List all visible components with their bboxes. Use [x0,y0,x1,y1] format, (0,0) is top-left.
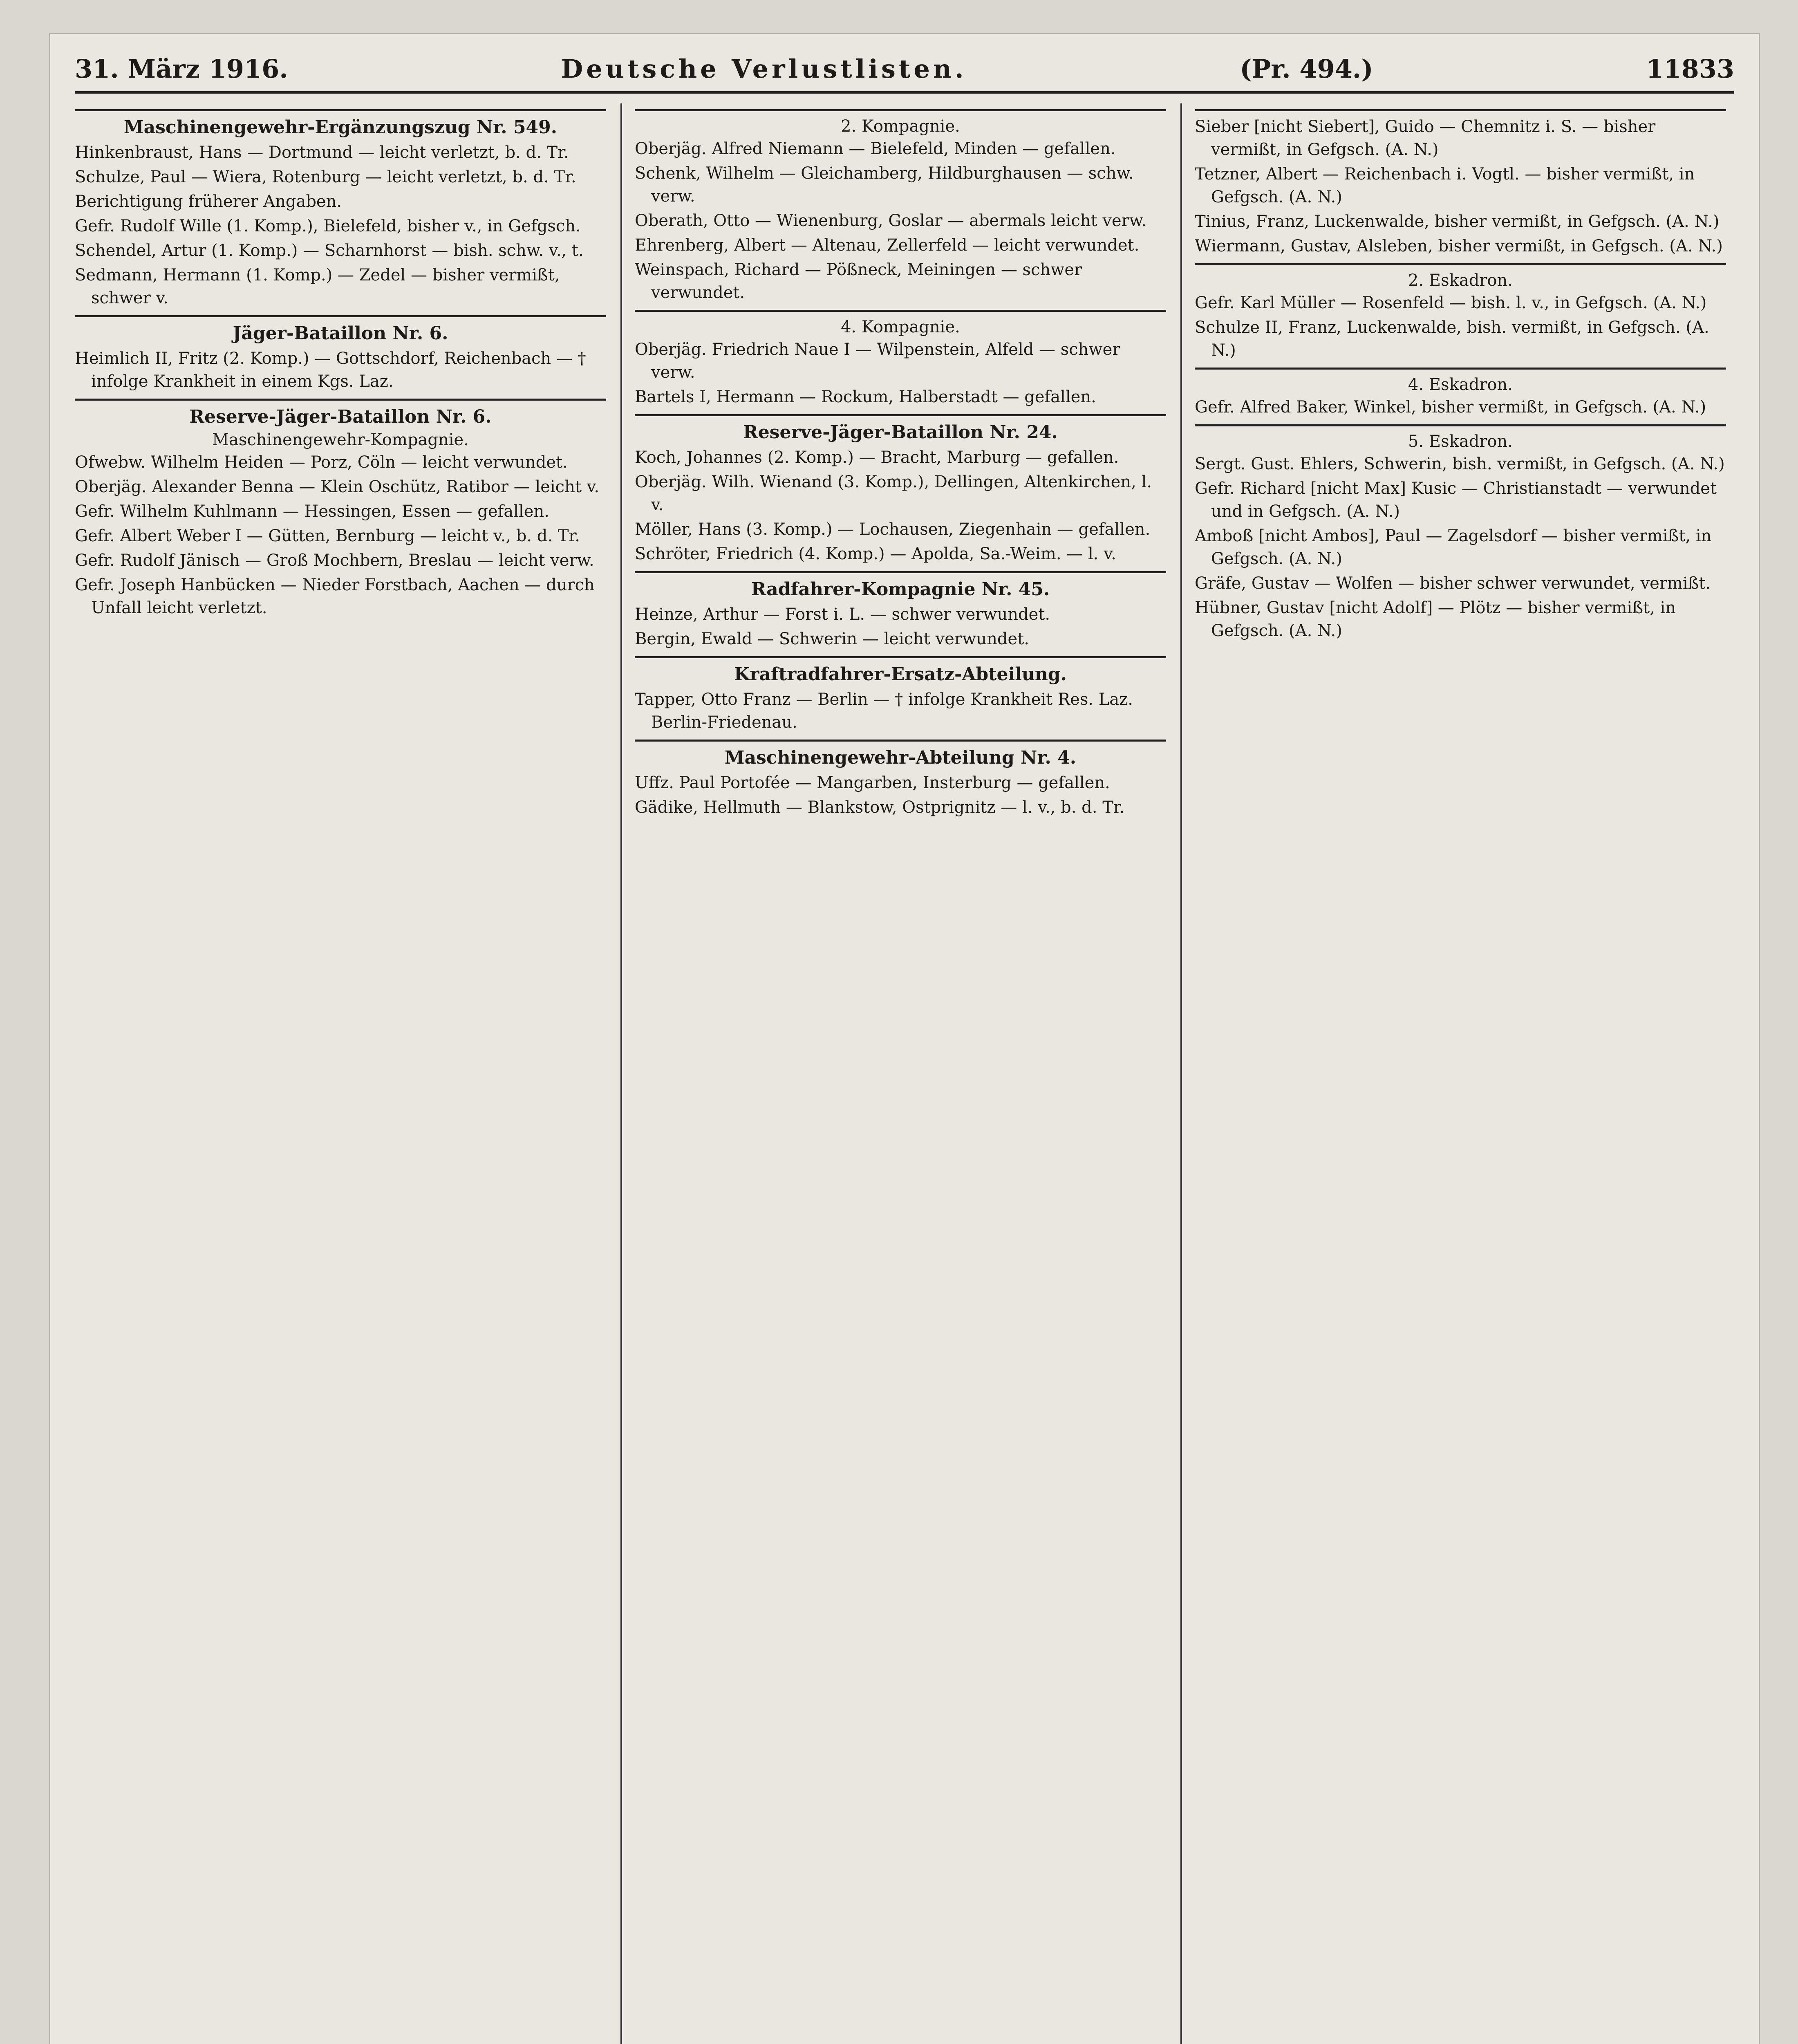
casualty-entry: Gefr. Rudolf Jänisch — Groß Mochbern, Breslau — leicht verw. [75,551,594,570]
casualty-entry: Weinspach, Richard — Pößneck, Meiningen — schwer verwundet. [635,260,1082,302]
casualty-entry: Sieber [nicht Siebert], Guido — Chemnitz i. S. — bisher vermißt, in Gefgsch. (A. N.) [1195,117,1656,159]
unit-heading: Jäger-Bataillon Nr. 6. [233,323,448,344]
casualty-entry: Schulze, Paul — Wiera, Rotenburg — leicht verletzt, b. d. Tr. [75,168,576,186]
unit-heading: Maschinengewehr-Ergänzungszug Nr. 549. [123,117,558,138]
casualty-entry: Uffz. Paul Portofée — Mangarben, Insterburg — gefallen. [635,773,1110,792]
unit-heading: Reserve-Jäger-Bataillon Nr. 6. [189,406,492,427]
subunit-heading: 4. Eskadron. [1408,375,1513,394]
column-left [75,103,606,2044]
unit-section [1195,109,1726,258]
casualty-entry: Schenk, Wilhelm — Gleichamberg, Hildburghausen — schw. verw. [635,164,1134,206]
header-title: Deutsche Verlustlisten. [561,54,967,84]
unit-section [635,310,1166,408]
header-page-number: 11833 [1646,54,1734,84]
unit-section [635,571,1166,650]
casualty-entry: Amboß [nicht Ambos], Paul — Zagelsdorf — bisher vermißt, in Gefgsch. (A. N.) [1195,527,1712,568]
casualty-entry: Oberjäg. Wilh. Wienand (3. Komp.), Dellingen, Altenkirchen, l. v. [635,473,1152,514]
casualty-entry: Gädike, Hellmuth — Blankstow, Ostprignitz — l. v., b. d. Tr. [635,798,1125,817]
unit-section [635,109,1166,304]
casualty-entry: Oberath, Otto — Wienenburg, Goslar — abermals leicht verw. [635,211,1146,230]
unit-section [75,315,606,393]
casualty-entry: Möller, Hans (3. Komp.) — Lochausen, Ziegenhain — gefallen. [635,520,1151,539]
unit-section [635,656,1166,734]
casualty-entry: Tapper, Otto Franz — Berlin — † infolge Krankheit Res. Laz. Berlin-Friedenau. [635,690,1133,732]
column-rule [1180,103,1182,2044]
casualty-entry: Gefr. Rudolf Wille (1. Komp.), Bielefeld, bisher v., in Gefgsch. [75,217,581,235]
subunit-heading: 2. Eskadron. [1408,271,1513,290]
casualty-entry: Wiermann, Gustav, Alsleben, bisher vermißt, in Gefgsch. (A. N.) [1195,237,1723,256]
unit-heading: Maschinengewehr-Abteilung Nr. 4. [724,747,1077,768]
casualty-entry: Schendel, Artur (1. Komp.) — Scharnhorst — bish. schw. v., t. [75,241,584,260]
casualty-entry: Sedmann, Hermann (1. Komp.) — Zedel — bisher vermißt, schwer v. [75,266,560,307]
casualty-entry: Ehrenberg, Albert — Altenau, Zellerfeld — leicht verwundet. [635,236,1140,255]
unit-section [635,740,1166,819]
casualty-entry: Gefr. Wilhelm Kuhlmann — Hessingen, Essen — gefallen. [75,502,549,521]
unit-section [75,399,606,619]
casualty-entry: Hübner, Gustav [nicht Adolf] — Plötz — bisher vermißt, in Gefgsch. (A. N.) [1195,598,1676,640]
casualty-entry: Heimlich II, Fritz (2. Komp.) — Gottschdorf, Reichenbach — † infolge Krankheit in einem Kgs. Laz. [75,349,586,391]
casualty-entry: Oberjäg. Alfred Niemann — Bielefeld, Minden — gefallen. [635,139,1116,158]
column-right [1195,103,1726,2044]
unit-section [1195,368,1726,419]
subunit-heading: 5. Eskadron. [1408,432,1513,451]
casualty-entry: Hinkenbraust, Hans — Dortmund — leicht verletzt, b. d. Tr. [75,143,569,162]
casualty-entry: Gefr. Albert Weber I — Gütten, Bernburg — leicht v., b. d. Tr. [75,527,580,545]
newspaper-page [49,33,1760,2044]
casualty-entry: Ofwebw. Wilhelm Heiden — Porz, Cöln — leicht verwundet. [75,453,568,472]
header-issue: (Pr. 494.) [1240,54,1373,84]
casualty-entry: Bartels I, Hermann — Rockum, Halberstadt — gefallen. [635,388,1096,406]
casualty-entry: Gefr. Richard [nicht Max] Kusic — Christianstadt — verwundet und in Gefgsch. (A. N.) [1195,479,1717,521]
unit-section [1195,424,1726,642]
subunit-heading: 4. Kompagnie. [841,318,960,336]
casualty-entry: Tinius, Franz, Luckenwalde, bisher vermißt, in Gefgsch. (A. N.) [1195,212,1720,231]
casualty-entry: Bergin, Ewald — Schwerin — leicht verwundet. [635,630,1029,648]
unit-section [1195,263,1726,362]
casualty-entry: Schulze II, Franz, Luckenwalde, bish. vermißt, in Gefgsch. (A. N.) [1195,318,1709,360]
page-header [75,46,1734,94]
subunit-heading: Maschinengewehr-Kompagnie. [212,430,469,449]
unit-heading: Radfahrer-Kompagnie Nr. 45. [751,579,1050,600]
unit-section [75,109,606,309]
casualty-entry: Sergt. Gust. Ehlers, Schwerin, bish. vermißt, in Gefgsch. (A. N.) [1195,455,1725,473]
header-date: 31. März 1916. [75,54,288,84]
casualty-entry: Oberjäg. Alexander Benna — Klein Oschütz, Ratibor — leicht v. [75,477,600,496]
casualty-entry: Tetzner, Albert — Reichenbach i. Vogtl. — bisher vermißt, in Gefgsch. (A. N.) [1195,165,1695,206]
unit-heading: Reserve-Jäger-Bataillon Nr. 24. [743,422,1058,443]
casualty-entry: Gefr. Joseph Hanbücken — Nieder Forstbach, Aachen — durch Unfall leicht verletzt. [75,576,595,617]
casualty-entry: Schröter, Friedrich (4. Komp.) — Apolda, Sa.-Weim. — l. v. [635,545,1116,563]
casualty-entry: Berichtigung früherer Angaben. [75,192,342,211]
subunit-heading: 2. Kompagnie. [841,117,960,136]
column-middle [635,103,1166,2044]
unit-heading: Kraftradfahrer-Ersatz-Abteilung. [734,664,1067,685]
casualty-entry: Heinze, Arthur — Forst i. L. — schwer verwundet. [635,605,1050,624]
casualty-entry: Gefr. Karl Müller — Rosenfeld — bish. l. v., in Gefgsch. (A. N.) [1195,294,1707,312]
casualty-entry: Gefr. Alfred Baker, Winkel, bisher vermißt, in Gefgsch. (A. N.) [1195,398,1706,417]
unit-section [635,414,1166,565]
casualty-entry: Oberjäg. Friedrich Naue I — Wilpenstein, Alfeld — schwer verw. [635,340,1120,382]
casualty-entry: Gräfe, Gustav — Wolfen — bisher schwer verwundet, vermißt. [1195,574,1711,593]
casualty-entry: Koch, Johannes (2. Komp.) — Bracht, Marburg — gefallen. [635,448,1119,467]
column-rule [620,103,622,2044]
